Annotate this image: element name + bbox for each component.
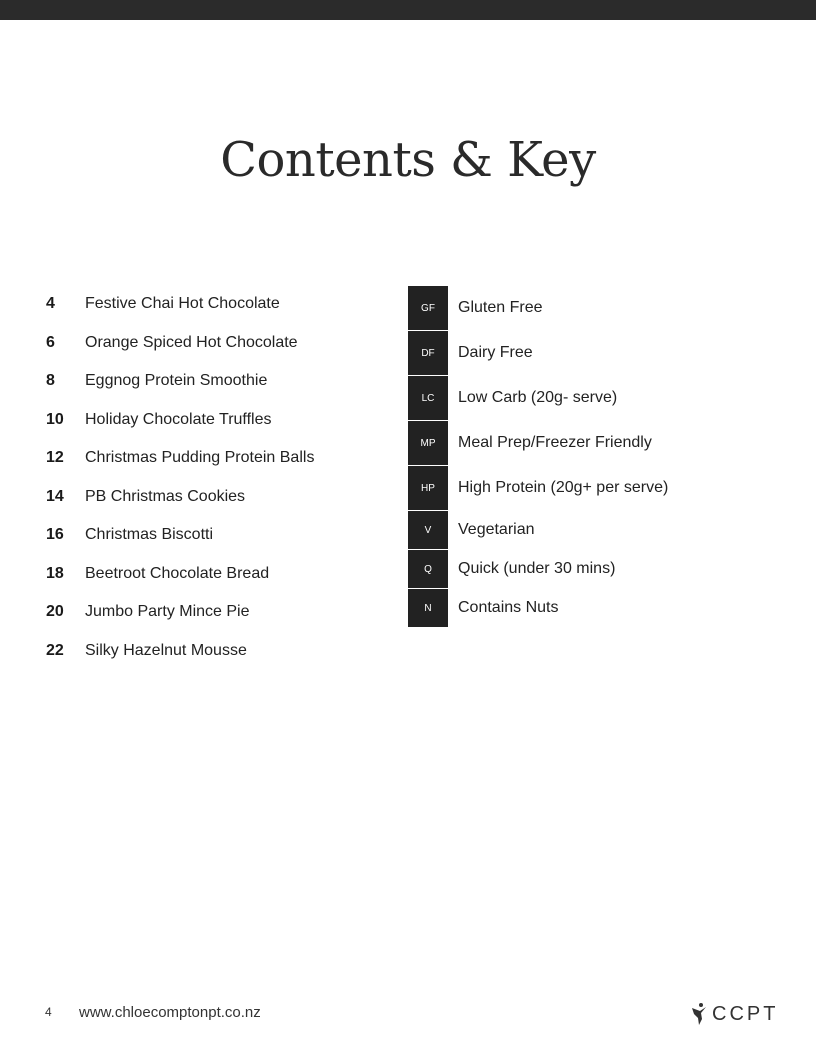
- toc-recipe-title: Christmas Pudding Protein Balls: [85, 449, 315, 466]
- key-row-quick: [408, 550, 728, 589]
- toc-item[interactable]: [46, 331, 386, 370]
- key-badge: N: [408, 589, 448, 627]
- toc-page-number: 10: [46, 410, 64, 428]
- logo-text: CCPT: [712, 1002, 779, 1025]
- key-badge: GF: [408, 286, 448, 330]
- toc-page-number: 4: [46, 295, 55, 312]
- dancer-figure-icon: [690, 1002, 708, 1026]
- key-row-vegetarian: [408, 511, 728, 550]
- key-row-dairy-free: [408, 331, 728, 376]
- page-title: Contents & Key: [220, 132, 596, 188]
- toc-recipe-title: Festive Chai Hot Chocolate: [85, 295, 280, 312]
- key-row-contains-nuts: [408, 589, 728, 628]
- toc-item[interactable]: [46, 562, 386, 601]
- key-badge: MP: [408, 421, 448, 465]
- toc-recipe-title: PB Christmas Cookies: [85, 487, 246, 505]
- toc-recipe-title: Silky Hazelnut Mousse: [85, 641, 247, 659]
- toc-recipe-title: Eggnog Protein Smoothie: [85, 372, 268, 389]
- toc-page-number: 8: [46, 372, 55, 389]
- toc-page-number: 20: [46, 603, 64, 620]
- footer-website-link[interactable]: www.chloecomptonpt.co.nz: [79, 1004, 261, 1021]
- key-label: Meal Prep/Freezer Friendly: [458, 434, 652, 451]
- toc-item[interactable]: [46, 292, 386, 331]
- key-row-gluten-free: [408, 286, 728, 331]
- key-badge: LC: [408, 376, 448, 420]
- key-row-high-protein: [408, 466, 728, 511]
- key-label: Dairy Free: [458, 344, 533, 361]
- dietary-key: [408, 286, 728, 628]
- key-label: Low Carb (20g- serve): [458, 389, 618, 406]
- top-bar: [0, 0, 816, 20]
- toc-item[interactable]: [46, 600, 386, 639]
- toc-item[interactable]: [46, 485, 386, 524]
- toc-item[interactable]: [46, 523, 386, 562]
- key-label: High Protein (20g+ per serve): [458, 479, 669, 496]
- key-badge: DF: [408, 331, 448, 375]
- key-badge: V: [408, 511, 448, 549]
- toc-item[interactable]: [46, 408, 386, 447]
- key-label: Quick (under 30 mins): [458, 560, 616, 577]
- toc-page-number: 12: [46, 449, 64, 466]
- footer-page-number: 4: [45, 1005, 52, 1019]
- key-label: Vegetarian: [458, 521, 535, 538]
- toc-recipe-title: Christmas Biscotti: [85, 526, 214, 543]
- toc-page-number: 6: [46, 333, 55, 351]
- toc-recipe-title: Orange Spiced Hot Chocolate: [85, 333, 298, 351]
- toc-recipe-title: Holiday Chocolate Truffles: [85, 410, 272, 428]
- contents-list: [46, 292, 386, 677]
- ccpt-logo: [690, 1002, 778, 1026]
- toc-item[interactable]: [46, 639, 386, 678]
- toc-page-number: 14: [46, 487, 64, 505]
- key-badge: HP: [408, 466, 448, 510]
- toc-recipe-title: Jumbo Party Mince Pie: [85, 603, 250, 620]
- key-row-low-carb: [408, 376, 728, 421]
- key-row-meal-prep: [408, 421, 728, 466]
- toc-page-number: 16: [46, 526, 64, 543]
- key-label: Contains Nuts: [458, 599, 559, 616]
- key-label: Gluten Free: [458, 299, 543, 316]
- toc-item[interactable]: [46, 446, 386, 485]
- toc-page-number: 18: [46, 564, 64, 582]
- key-badge: Q: [408, 550, 448, 588]
- toc-item[interactable]: [46, 369, 386, 408]
- toc-recipe-title: Beetroot Chocolate Bread: [85, 564, 270, 582]
- toc-page-number: 22: [46, 641, 64, 659]
